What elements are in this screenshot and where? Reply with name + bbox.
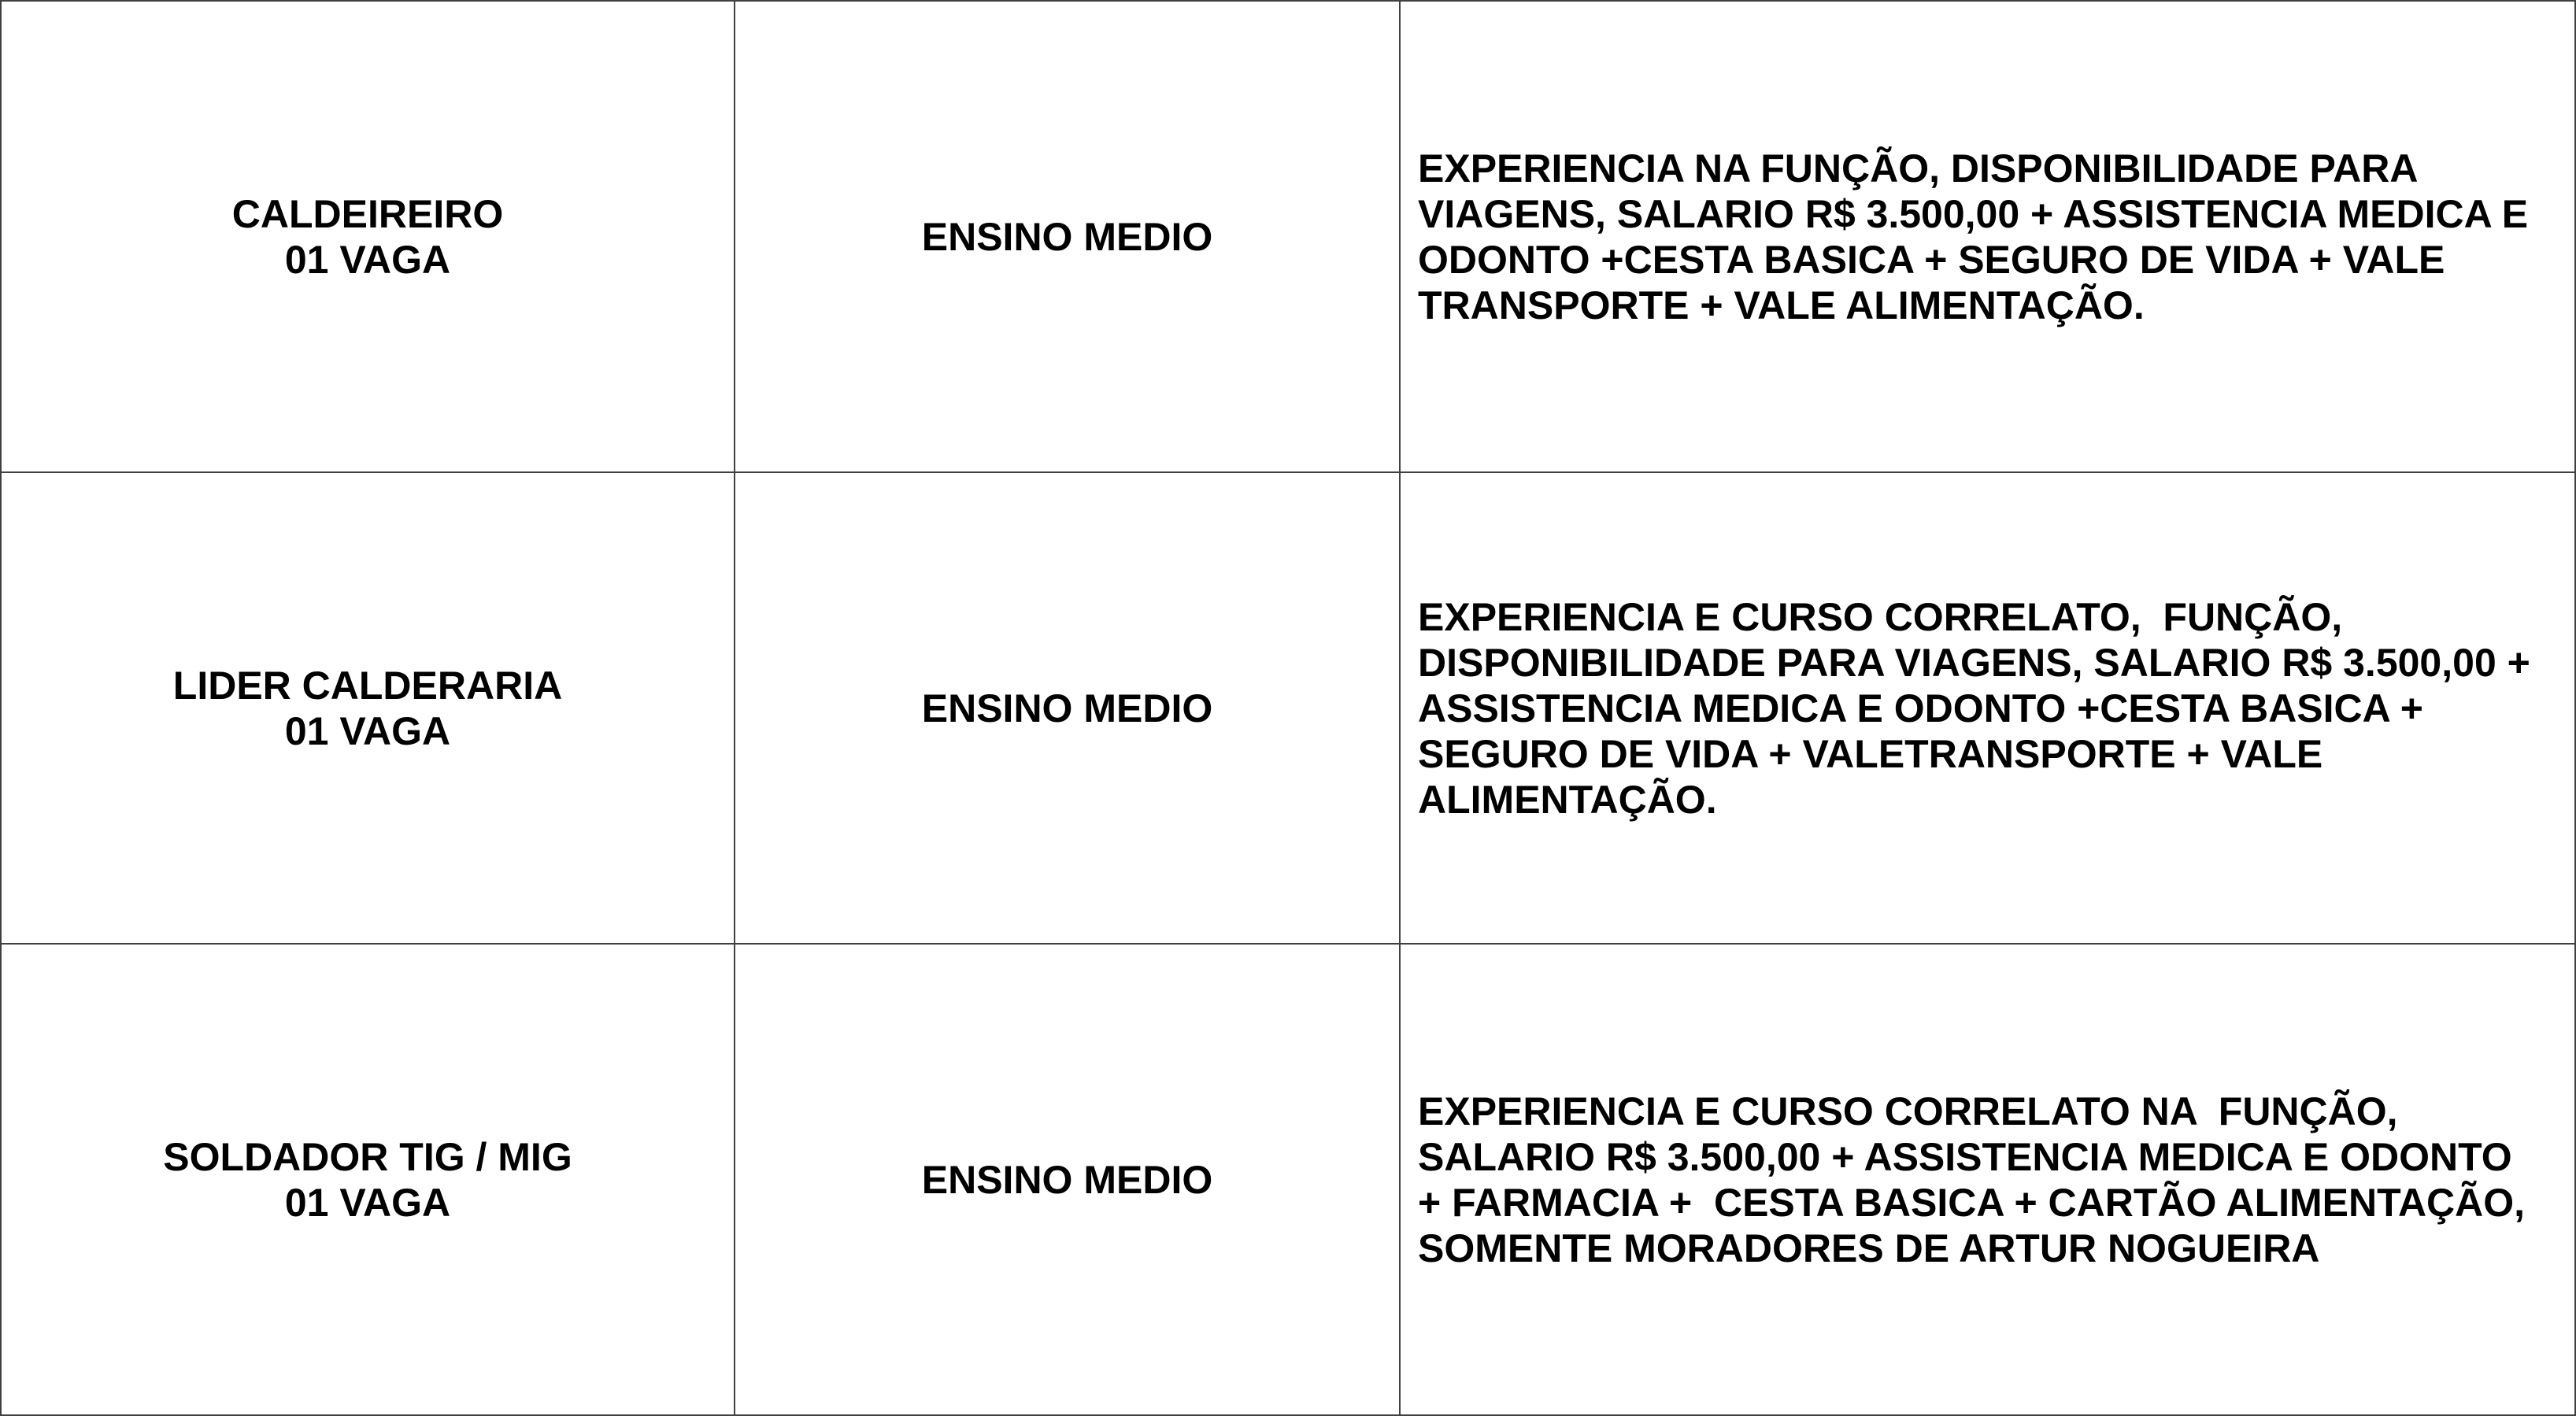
requirements-line: EXPERIENCIA E CURSO CORRELATO NA FUNÇÃO,	[1418, 1089, 2398, 1133]
job-role-cell	[1, 944, 735, 1415]
requirements-cell	[1400, 944, 2575, 1415]
requirements-line: EXPERIENCIA NA FUNÇÃO, DISPONIBILIDADE PARA	[1418, 146, 2419, 190]
requirements-line: + FARMACIA + CESTA BASICA + CARTÃO ALIMENTAÇÃO,	[1418, 1180, 2526, 1225]
job-title: LIDER CALDERARIA	[172, 663, 563, 708]
job-vacancies: 01 VAGA	[284, 237, 451, 282]
requirements-line: SOMENTE MORADORES DE ARTUR NOGUEIRA	[1418, 1226, 2320, 1270]
job-role-cell	[1, 472, 735, 944]
requirements-line: ALIMENTAÇÃO.	[1418, 777, 1717, 822]
requirements-line: VIAGENS, SALARIO R$ 3.500,00 + ASSISTENCIA MEDICA E	[1418, 191, 2529, 236]
requirements-line: DISPONIBILIDADE PARA VIAGENS, SALARIO R$ 3.500,00 +	[1418, 640, 2530, 685]
requirements-line: SALARIO R$ 3.500,00 + ASSISTENCIA MEDICA E ODONTO	[1418, 1134, 2512, 1179]
education-cell: ENSINO MEDIO	[735, 1, 1400, 472]
requirements-line: ODONTO +CESTA BASICA + SEGURO DE VIDA + VALE	[1418, 237, 2445, 282]
requirements-line: EXPERIENCIA E CURSO CORRELATO, FUNÇÃO,	[1418, 594, 2343, 639]
table-row	[1, 472, 2575, 944]
job-role-cell	[1, 1, 735, 472]
job-vacancies: 01 VAGA	[284, 708, 451, 753]
table-row	[1, 1, 2575, 472]
job-vacancies: 01 VAGA	[284, 1180, 451, 1225]
requirements-line: TRANSPORTE + VALE ALIMENTAÇÃO.	[1418, 283, 2145, 327]
education-cell: ENSINO MEDIO	[735, 944, 1400, 1415]
requirements-cell	[1400, 472, 2575, 944]
job-title: SOLDADOR TIG / MIG	[163, 1134, 572, 1179]
table-row	[1, 944, 2575, 1415]
requirements-line: ASSISTENCIA MEDICA E ODONTO +CESTA BASICA +	[1418, 686, 2424, 730]
education-cell: ENSINO MEDIO	[735, 472, 1400, 944]
requirements-line: SEGURO DE VIDA + VALETRANSPORTE + VALE	[1418, 731, 2323, 776]
job-title: CALDEIREIRO	[231, 191, 504, 236]
requirements-cell	[1400, 1, 2575, 472]
